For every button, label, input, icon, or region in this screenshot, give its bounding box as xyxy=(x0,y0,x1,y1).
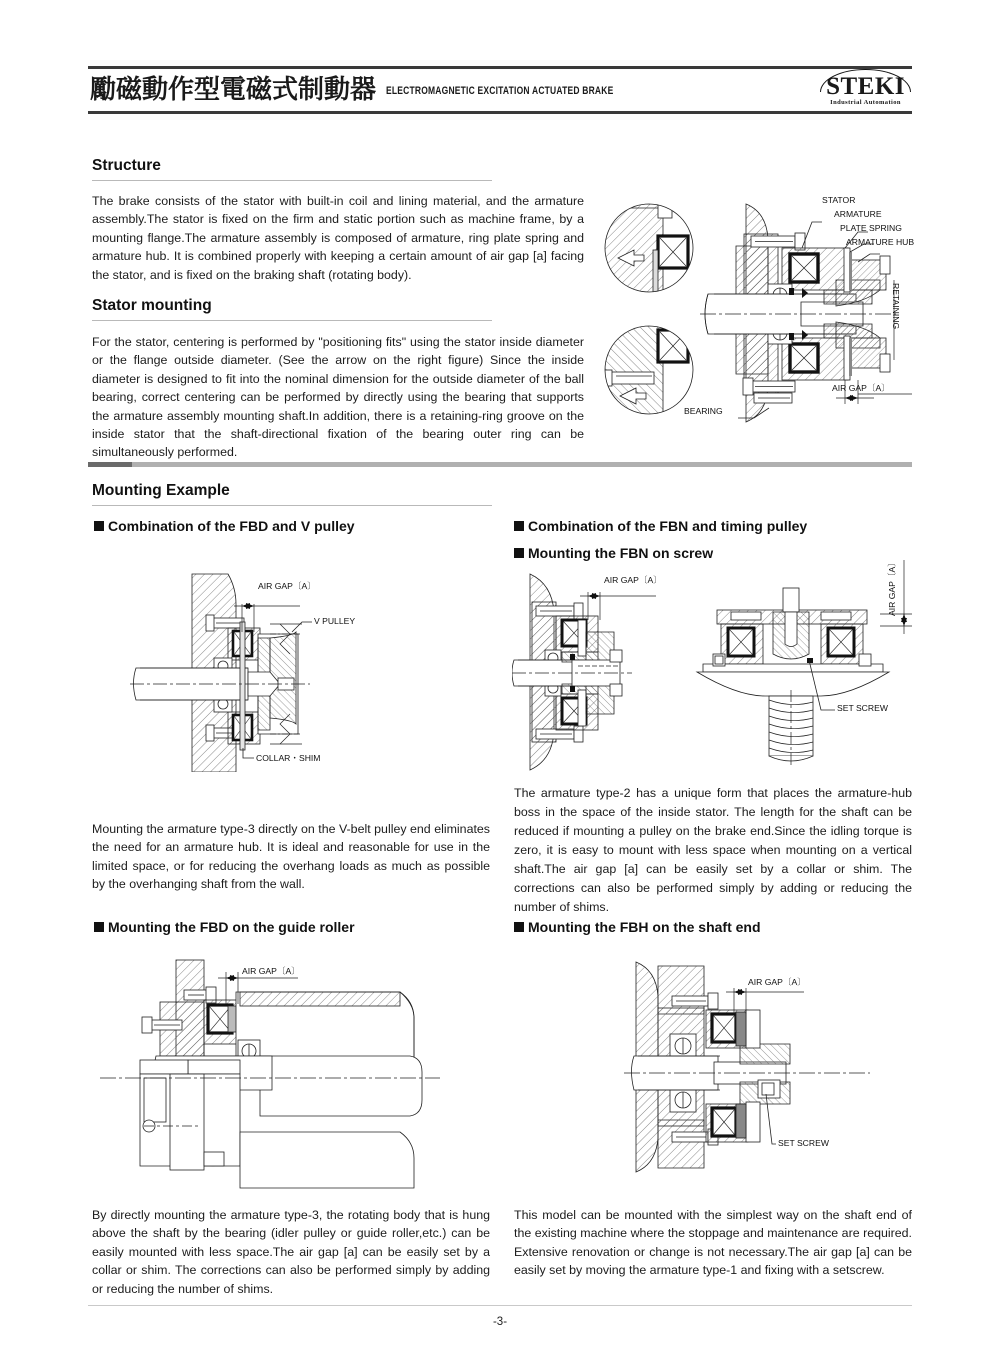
subheading-fbd-v-pulley-label: Combination of the FBD and V pulley xyxy=(108,518,355,534)
label-air-gap: AIR GAP〔A〕 xyxy=(832,383,890,393)
steki-logo xyxy=(823,74,908,107)
page-title-en: ELECTROMAGNETIC EXCITATION ACTUATED BRAKE xyxy=(386,83,614,97)
subheading-fbh-shaft-end-label: Mounting the FBH on the shaft end xyxy=(528,919,761,935)
page-header xyxy=(88,66,912,114)
heading-mounting-example: Mounting Example xyxy=(92,482,492,506)
label-armature-hub: ARMATURE HUB xyxy=(846,237,915,247)
page-number: -3- xyxy=(492,1316,508,1328)
page-title-cjk: 勵磁動作型電磁式制動器 xyxy=(90,75,377,105)
section-divider-bar xyxy=(88,462,912,467)
paragraph-fbd-v-pulley: Mounting the armature type-3 directly on the V-belt pulley end eliminates the need for an armature hub. It is ideal and reasonable for use in the limited space, or for reducing the overhang loads as much as possible by the overhanging shaft from the wall. xyxy=(92,822,490,892)
label-set-screw: SET SCREW xyxy=(778,1138,829,1148)
label-air-gap: AIR GAP〔A〕 xyxy=(604,575,662,585)
label-collar-shim: COLLAR・SHIM xyxy=(256,753,321,763)
label-air-gap: AIR GAP〔A〕 xyxy=(258,581,316,591)
label-set-screw: SET SCREW xyxy=(837,703,888,713)
square-bullet-icon xyxy=(94,521,104,531)
figure-fbd-v-pulley xyxy=(130,572,490,772)
subheading-fbn-timing-pulley xyxy=(514,518,807,534)
logo-wordmark: STEKI xyxy=(823,74,908,99)
logo-tagline: Industrial Automation xyxy=(830,98,901,106)
label-v-pulley: V PULLEY xyxy=(314,616,356,626)
subheading-fbn-timing-pulley-label: Combination of the FBN and timing pulley xyxy=(528,518,808,534)
subheading-fbn-on-screw xyxy=(514,545,713,561)
paragraph-fbd-guide-roller: By directly mounting the armature type-3, the rotating body that is hung above the shaft by the bearing (idler pulley or guide roller,etc.) can be easily mounted with less space.The air gap [a] can be easily set by a collar or shim. The corrections can also be performed simply by adding or reducing the number of shims. xyxy=(92,1208,490,1296)
figure-structure-diagram xyxy=(596,190,914,435)
square-bullet-icon xyxy=(514,521,524,531)
label-retaining: RETAINING xyxy=(891,283,901,330)
subheading-fbn-on-screw-label: Mounting the FBN on screw xyxy=(528,545,714,561)
figure-fbn-timing-pulley xyxy=(512,572,692,772)
paragraph-structure: The brake consists of the stator with built-in coil and lining material, and the armature assembly.The stator is fixed on the firm and static portion such as machine frame, by a mounting flange.The armature assembly is composed of armature, ring plate spring and armature hub. It is combined properly with keeping a certain amount of air gap [a] facing the stator, and is fixed on the braking shaft (rotating body). xyxy=(92,194,584,282)
label-air-gap: AIR GAP〔A〕 xyxy=(748,977,806,987)
figure-fbh-shaft-end xyxy=(600,952,920,1182)
heading-stator-mounting: Stator mounting xyxy=(92,297,492,321)
label-armature: ARMATURE xyxy=(834,209,882,219)
label-air-gap: AIR GAP〔A〕 xyxy=(242,966,300,976)
square-bullet-icon xyxy=(94,922,104,932)
paragraph-fbn-timing-pulley: The armature type-2 has a unique form that places the armature-hub boss in the space of the inside stator. The length for the shaft can be reduced if mounting a pulley on the brake end.Since the idling torque is zero, it is easy to mount with less space when mounting on a vertical shaft.The air gap [a] can be easily set by a collar or shim. The corrections can also be performed simply by adding or reducing the number of shims. xyxy=(514,786,912,914)
subheading-fbd-guide-roller-label: Mounting the FBD on the guide roller xyxy=(108,919,355,935)
square-bullet-icon xyxy=(514,922,524,932)
footer-divider xyxy=(88,1305,912,1306)
figure-fbd-guide-roller xyxy=(100,952,500,1192)
subheading-fbh-shaft-end xyxy=(514,919,761,935)
label-air-gap: AIR GAP〔A〕 xyxy=(887,558,897,616)
square-bullet-icon xyxy=(514,548,524,558)
subheading-fbd-guide-roller xyxy=(94,919,355,935)
label-bearing: BEARING xyxy=(684,406,723,416)
label-stator: STATOR xyxy=(822,195,856,205)
heading-structure: Structure xyxy=(92,157,492,181)
label-plate-spring: PLATE SPRING xyxy=(840,223,902,233)
figure-fbn-airgap-dimension xyxy=(878,556,918,686)
paragraph-stator-mounting: For the stator, centering is performed by "positioning fits" using the stator inside diameter or the flange outside diameter. (See the arrow on the right figure) Since the inside diameter is designed to fit into the nominal dimension for the outside diameter of the ball bearing, correct centering can be performed by directly using the bearing that supports the armature assembly mounting shaft.In addition, there is a retaining-ring groove on the inside stator that the shaft-directional fixation of the bearing outer ring can be simultaneously performed. xyxy=(92,335,584,460)
paragraph-fbh-shaft-end: This model can be mounted with the simplest way on the shaft end of the existing machine where the stoppage and maintenance are required. Extensive renovation or change is not necessary.The air gap [a] can be easily set by moving the armature type-1 and fixing with a setscrew. xyxy=(514,1208,912,1278)
subheading-fbd-v-pulley xyxy=(94,518,355,534)
